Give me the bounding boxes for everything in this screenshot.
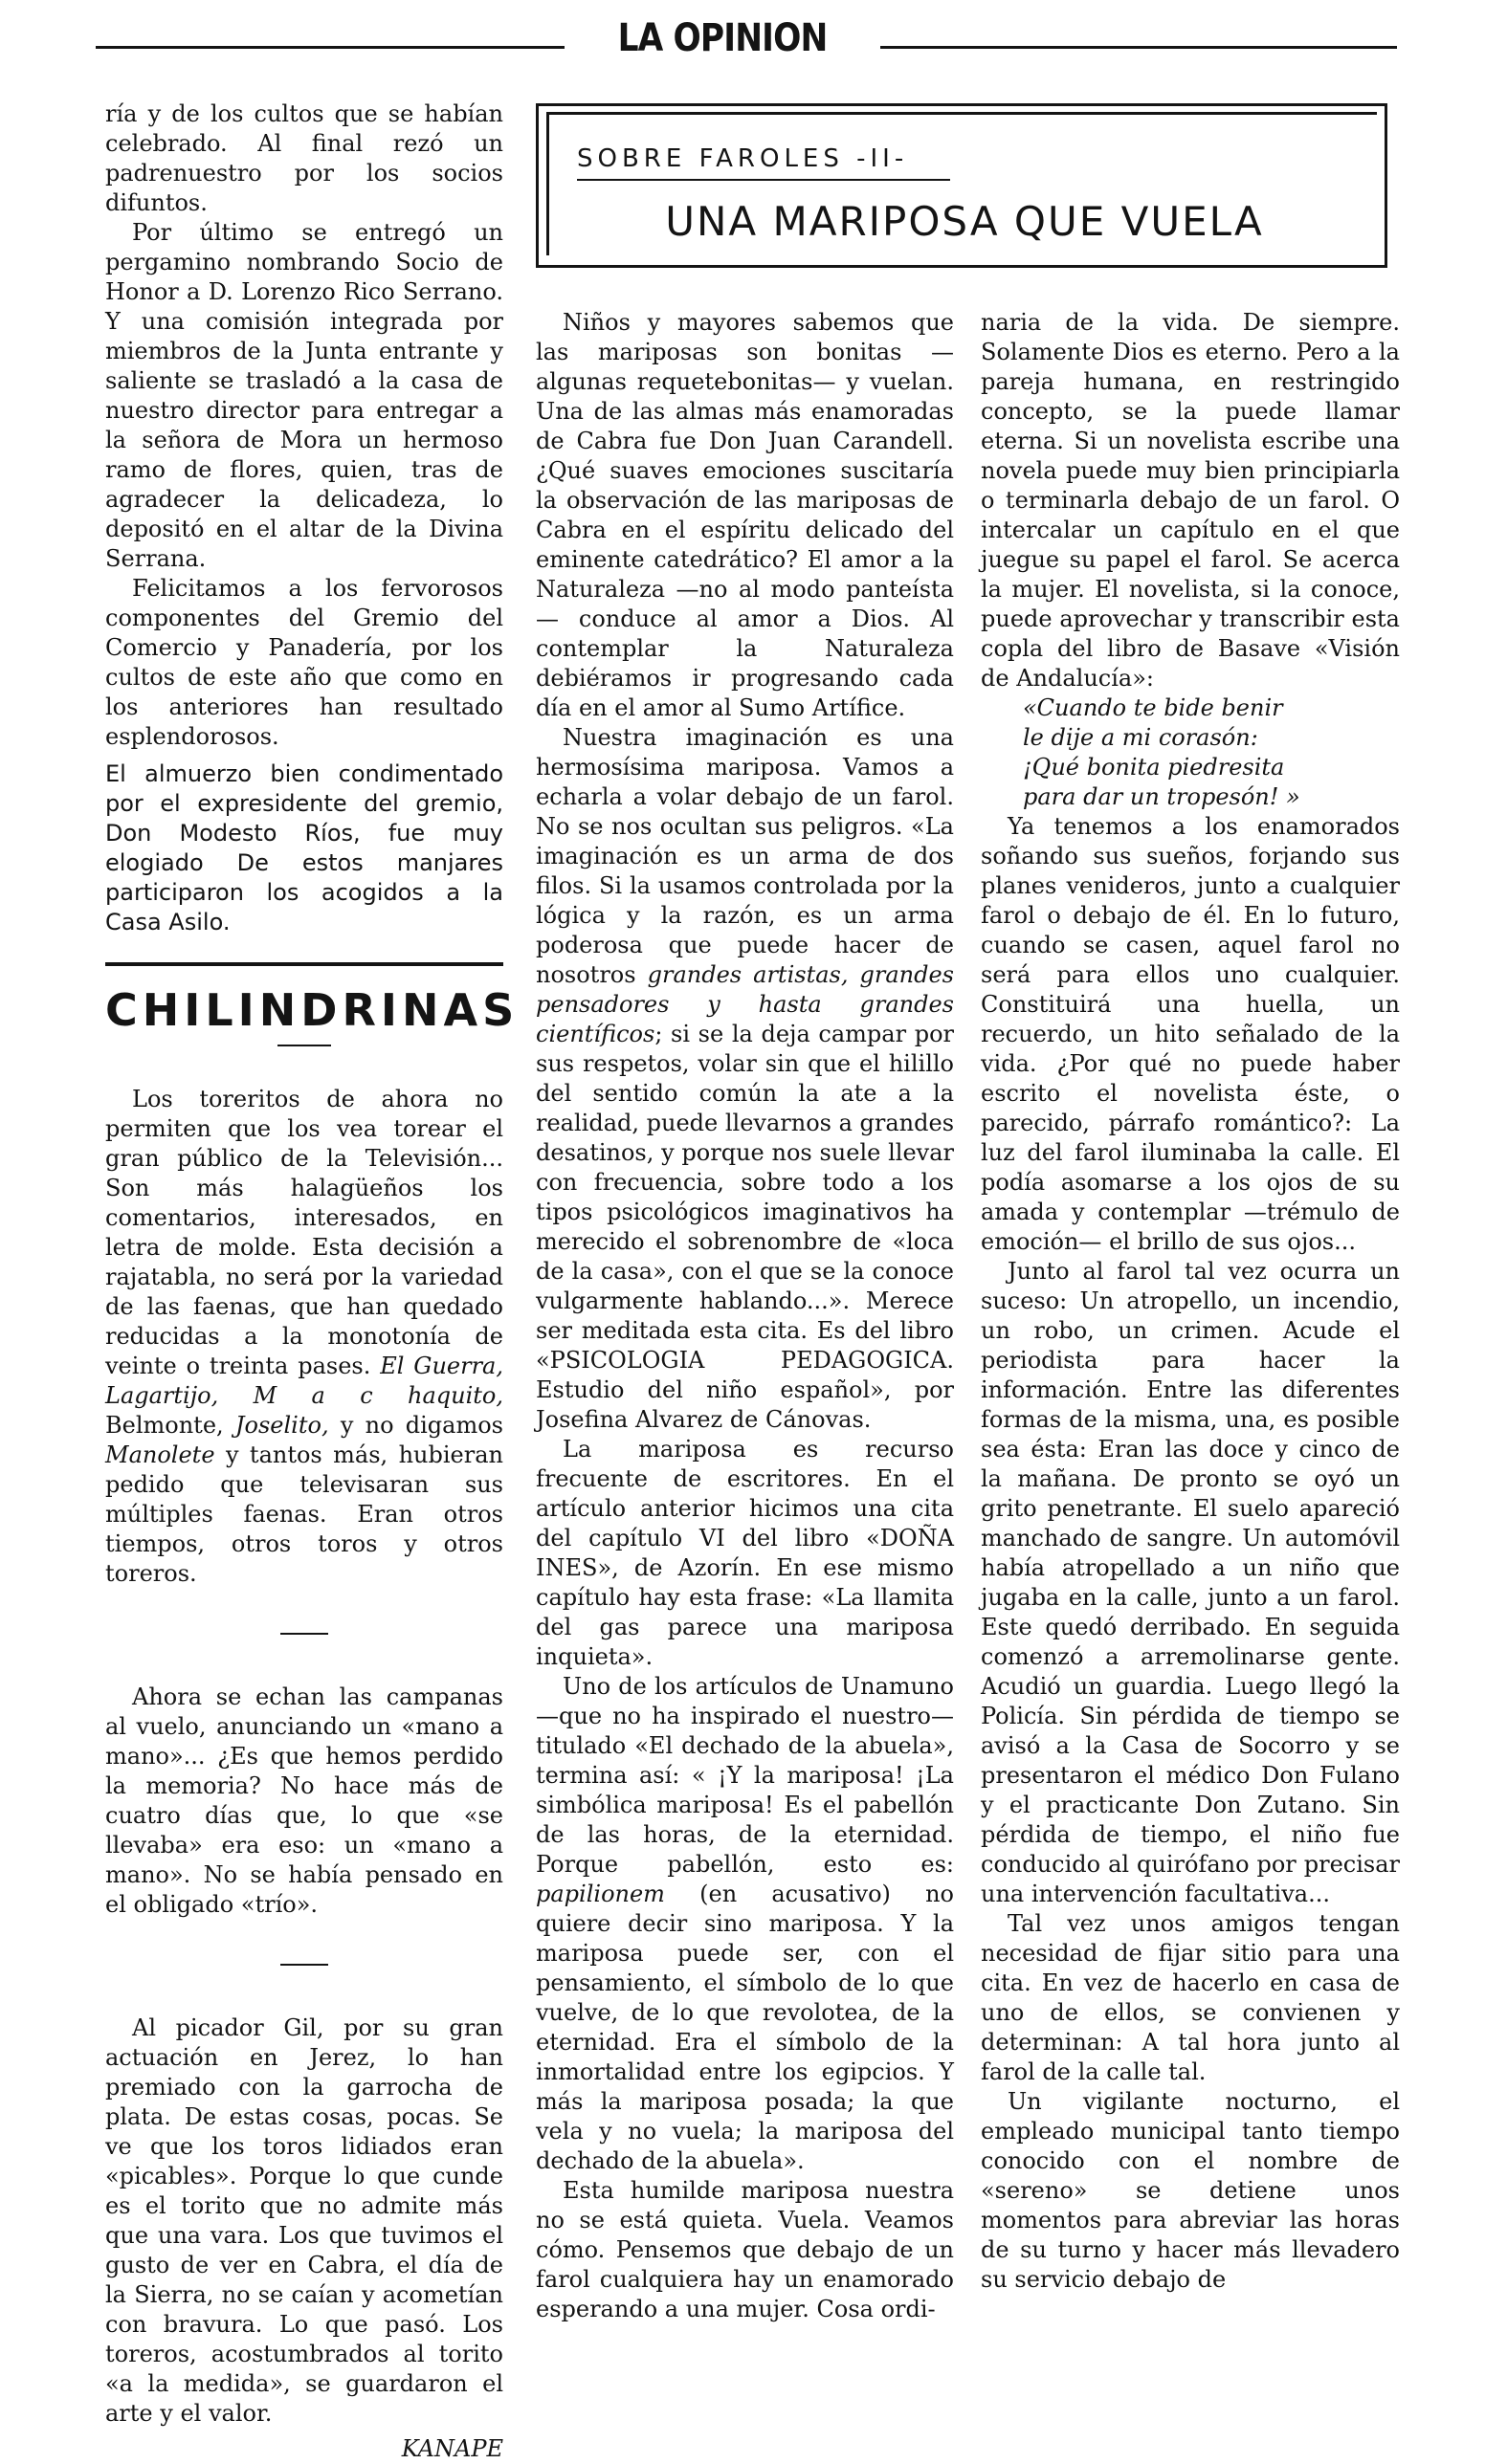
text-run: Uno de los artículos de Unamuno —que no ha inspirado el nuestro— titulado «El dechado de la abuela», termina así: « ¡Y la mariposa! ¡La simbólica mariposa! Es el pabellón de las horas, de la eternidad. Porque pabellón, esto es: [536, 1673, 954, 1878]
paragraph: Ya tenemos a los enamorados soñando sus sueños, forjando sus planes venideros, junto a cualquier farol o debajo de él. En lo futuro, cuando se casen, aquel farol no será para ellos uno cualquier. Constituirá una huella, un recuerdo, un hito señalado de la vida. ¿Por qué no puede haber escrito el novelista éste, o parecido, párrafo romántico?: La luz del farol iluminaba la calle. El podía asomarse a los ojos de su amada y contemplar —trémulo de emoción— el brillo de sus ojos... [981, 813, 1400, 1255]
italic-run: Manolete [105, 1441, 215, 1468]
paragraph [536, 723, 954, 1435]
section-title: CHILINDRINAS [105, 984, 520, 1036]
italic-run: grandes artistas, grandes pensadores y hasta grandes científicos [536, 961, 954, 1047]
masthead-rule-left [96, 46, 565, 49]
article-headline-box [536, 103, 1387, 268]
verse-line: le dije a mi corasón: [1023, 724, 1258, 751]
paragraph: Por último se entregó un pergamino nombrando Socio de Honor a D. Lorenzo Rico Serrano. Y una comisión integrada por miembros de la Junta entrante y saliente se trasladó a la casa de nuestro director para entregar a la señora de Mora un hermoso ramo de flores, quien, tras de agradecer la delicadeza, lo depositó en el altar de la Divina Serrana. [105, 219, 503, 572]
verse-line: para dar un tropesón! » [1023, 783, 1300, 810]
column-middle [536, 308, 954, 2324]
italic-run: papilionem [536, 1881, 665, 1907]
paragraph: Un vigilante nocturno, el empleado municipal tanto tiempo conocido con el nombre de «sereno» se detiene unos momentos para abreviar las horas de su turno y hacer más llevadero su servicio debajo de [981, 2088, 1400, 2293]
paragraph: Ahora se echan las campanas al vuelo, anunciando un «mano a mano»... ¿Es que hemos perdido la memoria? No hace más de cuatro días que, lo que «se llevaba» era eso: un «mano a mano». No se había pensado en el obligado «trío». [105, 1683, 503, 1918]
text-run: y tantos más, hubieran pedido que televisaran sus múltiples faenas. Eran otros tiempos, otros toros y otros toreros. [105, 1441, 503, 1587]
paragraph: Al picador Gil, por su gran actuación en Jerez, lo han premiado con la garrocha de plata. De estas cosas, pocas. Se ve que los toros lidiados eran «picables». Porque lo que cunde es el torito que no admite más que una vara. Los que tuvimos el gusto de ver en Cabra, el día de la Sierra, no se caían y acometían con bravura. Lo que pasó. Los toreros, acostumbrados al torito «a la medida», se guardaron el arte y el valor. [105, 2014, 503, 2427]
paragraph: Tal vez unos amigos tengan necesidad de fijar sitio para una cita. En vez de hacerlo en casa de uno de ellos, se convienen y determinan: A tal hora junto al farol de la calle tal. [981, 1910, 1400, 2085]
masthead-title: LA OPINION [617, 16, 828, 60]
title-underline [277, 1045, 331, 1046]
text-run: Los toreritos de ahora no permiten que los vea torear el gran público de la Televisión... Son más halagüeños los comentarios, interesados, en letra de molde. Esta decisión a rajatabla, no será por la variedad de las faenas, que han quedado reducidas a la monotonía de veinte o treinta pases. [105, 1086, 503, 1379]
text-run: y no digamos [328, 1412, 503, 1439]
author-signature: KANAPE [401, 2435, 503, 2462]
italic-run: El Guerra, Lagartijo, M a c haquito, [105, 1353, 503, 1409]
paragraph: ría y de los cultos que se habían celebrado. Al final rezó un padrenuestro por los socios difuntos. [105, 100, 503, 216]
text-run: Nuestra imaginación es una hermosísima mariposa. Vamos a echarla a volar debajo de un farol. No se nos ocultan sus peligros. «La imaginación es un arma de dos filos. Si la usamos controlada por la lógica y la razón, es un arma poderosa que puede hacer de nosotros [536, 724, 954, 988]
masthead [96, 13, 1397, 71]
text-run: (en acusativo) no quiere decir sino mariposa. Y la mariposa puede ser, con el pensamiento, el símbolo de lo que vuelve, de lo que revolotea, de la eternidad. Era el símbolo de la inmortalidad entre los egipcios. Y más la mariposa posada; la que vela y no vuela; la mariposa del dechado de la abuela». [536, 1881, 954, 2174]
box-inner-rule [546, 112, 1377, 115]
paragraph [105, 1085, 503, 1589]
section-divider [105, 962, 503, 966]
text-run: Belmonte, [105, 1412, 235, 1439]
paragraph: Niños y mayores sabemos que las mariposas son bonitas —algunas requetebonitas— y vuelan. Una de las almas más enamoradas de Cabra fue Don Juan Carandell. ¿Qué suaves emociones suscitaría la observación de las mariposas de Cabra en el espíritu delicado del eminente catedrático? El amor a la Naturaleza —no al modo panteísta— conduce al amor a Dios. Al contemplar la Naturaleza debiéramos ir progresando cada día en el amor al Sumo Artífice. [536, 309, 954, 721]
separator [280, 1633, 328, 1635]
verse-line: «Cuando te bide benir [1023, 694, 1283, 721]
italic-run: Joselito, [234, 1412, 329, 1439]
paragraph-bold: El almuerzo bien condimentado por el expresidente del gremio, Don Modesto Ríos, fue muy elogiado De estos manjares participaron los acogidos a la Casa Asilo. [105, 760, 503, 935]
paragraph: Esta humilde mariposa nuestra no se está quieta. Vuela. Veamos cómo. Pensemos que debajo de un farol cualquiera hay un enamorado esperando a una mujer. Cosa ordi- [536, 2177, 954, 2322]
verse [981, 693, 1400, 812]
kicker-underline [577, 179, 950, 181]
verse-line: ¡Qué bonita piedresita [1023, 754, 1285, 781]
column-right [981, 308, 1400, 2295]
article-kicker: SOBRE FAROLES -II- [577, 144, 909, 173]
article-headline: UNA MARIPOSA QUE VUELA [665, 198, 1264, 245]
text-run: ; si se la deja campar por sus respetos, volar sin que el hilillo del sentido común la ate a la realidad, puede llevarnos a grandes desatinos, y porque nos suele llevar con frecuencia, sobre todo a los tipos psicológicos imaginativos ha merecido el sobrenombre de «loca de la casa», con el que se la conoce vulgarmente hablando...». Merece ser meditada esta cita. Es del libro «PSICOLOGIA PEDAGOGICA. Estudio del niño español», por Josefina Alvarez de Cánovas. [536, 1021, 955, 1433]
paragraph: Junto al farol tal vez ocurra un suceso: Un atropello, un incendio, un robo, un crimen. Acude el periodista para hacer la información. Entre las diferentes formas de la misma, una, es posible sea ésta: Eran las doce y cinco de la mañana. De pronto se oyó un grito penetrante. El suelo apareció manchado de sangre. Un automóvil había atropellado a un niño que jugaba en la calle, junto a un farol. Este quedó derribado. En seguida comenzó a arremolinarse gente. Acudió un guardia. Luego llegó la Policía. Sin pérdida de tiempo se avisó a la Casa de Socorro y se presentaron el médico Don Fulano y el practicante Don Zutano. Sin pérdida de tiempo, el niño fue conducido al quirófano por precisar una intervención facultativa... [981, 1258, 1400, 1907]
masthead-rule-right [880, 46, 1397, 49]
paragraph: La mariposa es recurso frecuente de escritores. En el artículo anterior hicimos una cita del capítulo VI del libro «DOÑA INES», de Azorín. En ese mismo capítulo hay esta frase: «La llamita del gas parece una mariposa inquieta». [536, 1436, 954, 1670]
paragraph: naria de la vida. De siempre. Solamente Dios es eterno. Pero a la pareja humana, en restringido concepto, se la puede llamar eterna. Si un novelista escribe una novela puede muy bien principiarla o terminarla debajo de un farol. O intercalar un capítulo en el que juegue su papel el farol. Se acerca la mujer. El novelista, si la conoce, puede aprovechar y transcribir esta copla del libro de Basave «Visión de Andalucía»: [981, 309, 1400, 692]
column-left [105, 99, 520, 2464]
paragraph [536, 1672, 954, 2176]
separator [280, 1964, 328, 1966]
paragraph: Felicitamos a los fervorosos componentes del Gremio del Comercio y Panadería, por los cultos de este año que como en los anteriores han resultado esplendorosos. [105, 575, 503, 750]
